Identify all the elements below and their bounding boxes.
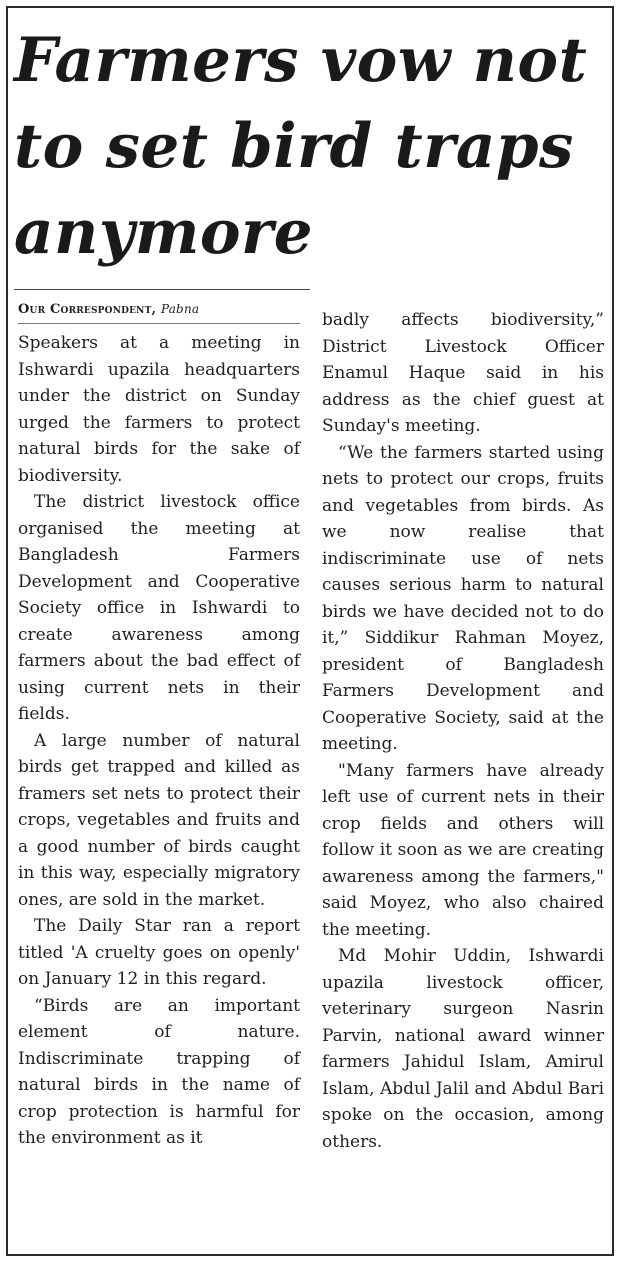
byline-author: Our Correspondent, [18, 302, 157, 317]
paragraph: “We the farmers started using nets to protect our crops, fruits and vegetables from birds. As we now realise that indiscriminate use of nets causes serious harm to natural birds we have decided not to do it,” Siddikur Rahman Moyez, president of Bangladesh Farmers Development and Cooperative Society, said at the meeting. [322, 442, 604, 754]
article-column-1 [18, 300, 300, 1152]
byline-location: Pabna [160, 302, 200, 316]
paragraph: Speakers at a meeting in Ishwardi upazila headquarters under the district on Sunday urged the farmers to protect natural birds for the sake of biodiversity. [18, 333, 300, 486]
headline-rule [14, 289, 310, 290]
paragraph: Md Mohir Uddin, Ishwardi upazila livestock officer, veterinary surgeon Nasrin Parvin, national award winner farmers Jahidul Islam, Amirul Islam, Abdul Jalil and Abdul Bari spoke on the occasion, among others. [322, 946, 604, 1152]
paragraph: A large number of natural birds get trapped and killed as framers set nets to protect their crops, vegetables and fruits and a good number of birds caught in this way, especially migratory ones, are sold in the market. [18, 730, 300, 910]
paragraph: "Many farmers have already left use of current nets in their crop fields and others will follow it soon as we are creating awareness among the farmers," said Moyez, who also chaired the meeting. [322, 760, 604, 940]
paragraph: badly affects biodiversity,” District Livestock Officer Enamul Haque said in his address as the chief guest at Sunday's meeting. [322, 310, 604, 436]
paragraph: The district livestock office organised the meeting at Bangladesh Farmers Development and Cooperative Society office in Ishwardi to create awareness among farmers about the bad effect of using current nets in their fields. [18, 492, 300, 724]
byline [18, 300, 300, 324]
paragraph: “Birds are an important element of nature. Indiscriminate trapping of natural birds in the name of crop protection is harmful for the environment as it [18, 995, 300, 1148]
paragraph: The Daily Star ran a report titled 'A cruelty goes on openly' on January 12 in this regard. [18, 916, 300, 989]
article-column-2 [322, 307, 604, 1155]
headline: Farmers vow not to set bird traps anymore [14, 25, 588, 268]
